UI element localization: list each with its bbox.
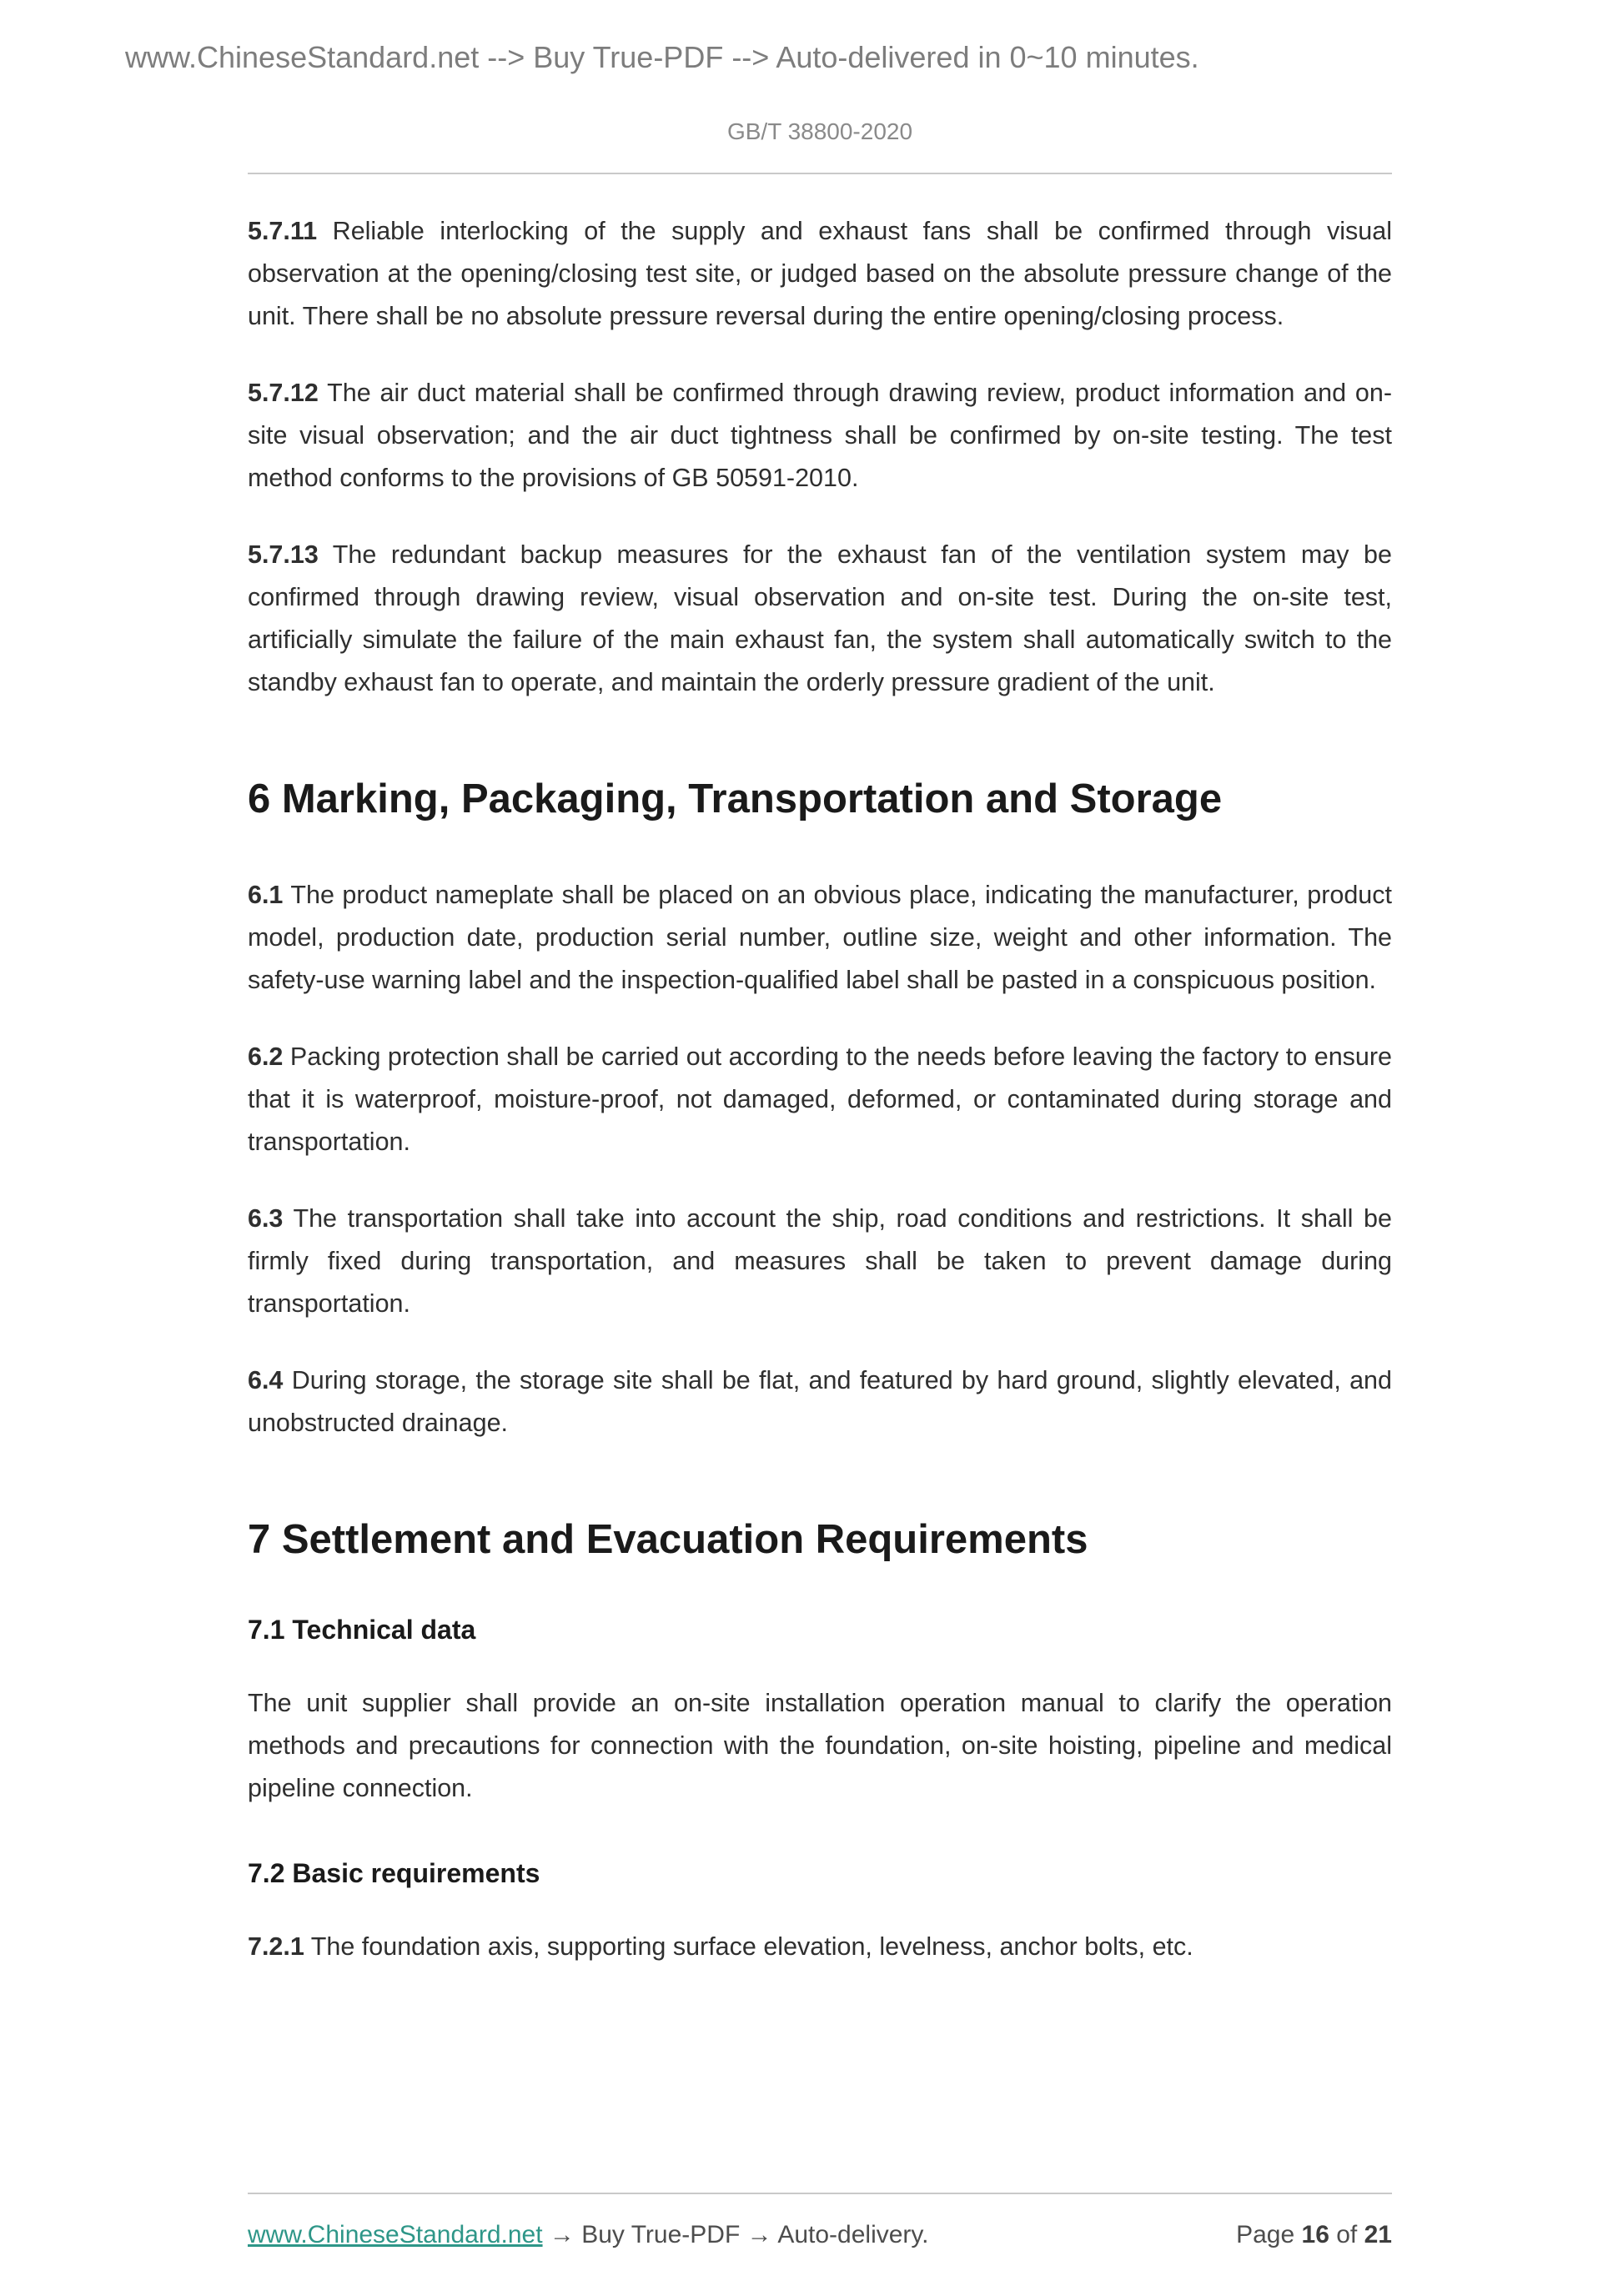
- clause-text: The foundation axis, supporting surface elevation, levelness, anchor bolts, etc.: [310, 1932, 1193, 1961]
- page-label: Page: [1236, 2221, 1295, 2248]
- clause-5-7-13: [248, 534, 1392, 704]
- clause-number: 6.3: [248, 1204, 284, 1233]
- clause-number: 6.2: [248, 1042, 284, 1071]
- clause-number: 6.4: [248, 1366, 284, 1394]
- clause-text: During storage, the storage site shall be flat, and featured by hard ground, slightly elevated, and unobstructed drainage.: [248, 1366, 1392, 1437]
- clause-number: 6.1: [248, 881, 284, 909]
- footer-buy-label: Buy True-PDF: [581, 2221, 741, 2248]
- doc-number: GB/T 38800-2020: [726, 118, 913, 144]
- subsection-7-1-heading: 7.1 Technical data: [248, 1615, 476, 1645]
- clause-6-2: [248, 1036, 1392, 1163]
- subsection-7-2-heading: 7.2 Basic requirements: [248, 1858, 540, 1888]
- clause-6-4: [248, 1359, 1392, 1444]
- arrow-icon: →: [746, 2221, 772, 2248]
- clause-number: 5.7.12: [248, 379, 319, 407]
- clause-text: Reliable interlocking of the supply and exhaust fans shall be confirmed through visual observation at the opening/closing test site, or judged based on the absolute pressure change of the unit. There shall be no absolute pressure reversal during the entire opening/closing process.: [248, 217, 1392, 330]
- clause-text: Packing protection shall be carried out according to the needs before leaving the factory to ensure that it is waterproof, moisture-proof, not damaged, deformed, or contaminated during storage and transportation.: [248, 1042, 1392, 1156]
- clause-5-7-12: [248, 372, 1392, 500]
- clause-text: The transportation shall take into account the ship, road conditions and restrictions. It shall be firmly fixed during transportation, and measures shall be taken to prevent damage during transportation.: [248, 1204, 1392, 1318]
- clause-number: 7.2.1: [248, 1932, 304, 1961]
- page-indicator: [1236, 2221, 1392, 2249]
- header-divider: [248, 173, 1392, 174]
- clause-5-7-11: [248, 210, 1392, 338]
- clause-number: 5.7.11: [248, 217, 318, 245]
- clause-6-3: [248, 1198, 1392, 1325]
- section-6-heading: 6 Marking, Packaging, Transportation and Storage: [248, 776, 1223, 821]
- page-total: 21: [1364, 2221, 1392, 2248]
- clause-text: The product nameplate shall be placed on an obvious place, indicating the manufacturer, product model, production date, production serial number, outline size, weight and other information. The safety-use warning label and the inspection-qualified label shall be pasted in a conspicuous position.: [248, 881, 1392, 994]
- page-of-label: of: [1336, 2221, 1358, 2248]
- clause-text: The air duct material shall be confirmed through drawing review, product information and on-site visual observation; and the air duct tightness shall be confirmed by on-site testing. The test method conforms to the provisions of GB 50591-2010.: [248, 379, 1392, 492]
- subsection-7-1-paragraph: The unit supplier shall provide an on-site installation operation manual to clarify the operation methods and precautions for connection with the foundation, on-site hoisting, pipeline and medical pipeline connection.: [248, 1689, 1392, 1802]
- footer-delivery-label: Auto-delivery.: [777, 2221, 929, 2248]
- arrow-icon: →: [549, 2221, 575, 2248]
- section-7-heading: 7 Settlement and Evacuation Requirements: [248, 1517, 1088, 1562]
- site-link[interactable]: www.ChineseStandard.net: [248, 2221, 543, 2248]
- clause-6-1: [248, 874, 1392, 1002]
- document-body: [248, 210, 1392, 2002]
- footer-promo: [248, 2221, 929, 2249]
- page-footer: [248, 2193, 1392, 2249]
- clause-text: The redundant backup measures for the exhaust fan of the ventilation system may be confirmed through drawing review, visual observation and on-site test. During the on-site test, artificially simulate the failure of the main exhaust fan, the system shall automatically switch to the standby exhaust fan to operate, and maintain the orderly pressure gradient of the unit.: [248, 540, 1392, 696]
- clause-number: 5.7.13: [248, 540, 319, 569]
- clause-7-2-1: [248, 1926, 1392, 1968]
- page-current: 16: [1301, 2221, 1329, 2248]
- promo-banner: www.ChineseStandard.net --> Buy True-PDF --> Auto-delivered in 0~10 minutes.: [125, 40, 1199, 74]
